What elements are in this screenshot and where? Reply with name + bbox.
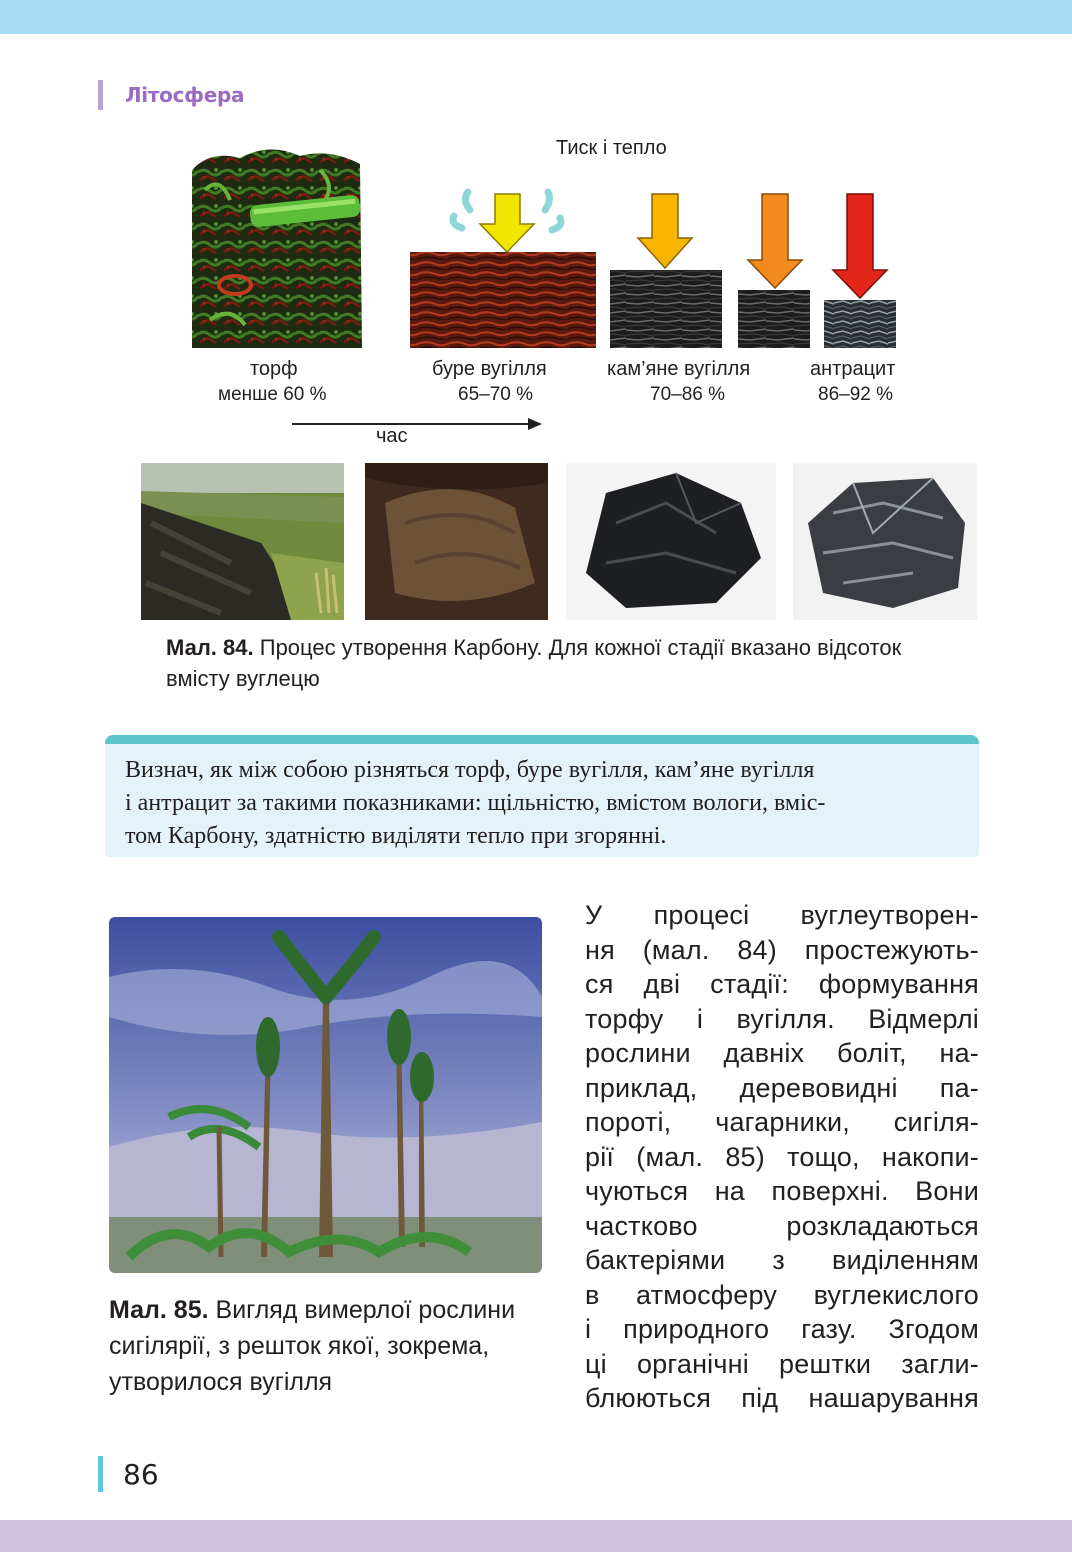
body-line: приклад, деревовидні па- bbox=[585, 1072, 979, 1103]
stage-hard-coal-name: кам’яне вугілля bbox=[607, 358, 751, 380]
stage-peat-carbon: менше 60 % bbox=[218, 384, 327, 405]
section-header bbox=[98, 80, 244, 110]
body-line: У процесі вуглеутворен- bbox=[585, 900, 979, 930]
diagram-illustration bbox=[150, 130, 950, 460]
stage-brown-coal-carbon: 65–70 % bbox=[458, 384, 534, 405]
body-line: блюються під нашарування bbox=[585, 1383, 979, 1413]
hard-coal-photo bbox=[566, 463, 776, 620]
body-line: ся дві стадії: формування bbox=[585, 969, 979, 999]
body-line: рії (мал. 85) тощо, накопи- bbox=[585, 1141, 979, 1172]
body-line: пороті, чагарники, сигіля- bbox=[585, 1107, 979, 1137]
body-line: частково розкладаються bbox=[585, 1210, 979, 1241]
top-color-band bbox=[0, 0, 1072, 34]
footer-marker bbox=[98, 1456, 103, 1492]
compressed-coal-block bbox=[738, 290, 810, 348]
figure-85-caption bbox=[109, 1292, 549, 1400]
anthracite-block bbox=[824, 300, 896, 348]
peat-block bbox=[192, 149, 362, 348]
pressure-arrow-2 bbox=[638, 194, 692, 268]
page-footer bbox=[98, 1456, 159, 1492]
body-line: ці органічні рештки загли- bbox=[585, 1348, 979, 1379]
body-line: в атмосферу вуглекислого bbox=[585, 1279, 979, 1310]
figure-84-text: Процес утворення Карбону. Для кожної стадії вказано відсоток вмісту вуглецю bbox=[166, 635, 902, 691]
hard-coal-block bbox=[610, 270, 722, 348]
sigillaria-illustration bbox=[109, 917, 542, 1273]
task-text bbox=[125, 754, 960, 853]
anthracite-photo bbox=[793, 463, 977, 620]
stage-brown-coal-name: буре вугілля bbox=[432, 358, 547, 380]
figure-84-label: Мал. 84. bbox=[166, 635, 254, 660]
task-line: том Карбону, здатністю виділяти тепло при згорянні. bbox=[125, 823, 667, 849]
body-line: ня (мал. 84) простежують- bbox=[585, 934, 979, 965]
pressure-label: Тиск і тепло bbox=[556, 137, 667, 159]
task-line: і антрацит за такими показниками: щільністю, вмістом вологи, вміс- bbox=[125, 790, 826, 816]
body-line: і природного газу. Згодом bbox=[585, 1314, 979, 1344]
task-box bbox=[105, 735, 979, 857]
section-marker bbox=[98, 80, 103, 110]
body-line: торфу і вугілля. Відмерлі bbox=[585, 1003, 979, 1034]
stage-peat-name: торф bbox=[250, 358, 298, 380]
page-number: 86 bbox=[123, 1457, 159, 1491]
time-arrow bbox=[292, 418, 542, 430]
brown-coal-photo bbox=[365, 463, 548, 620]
stage-hard-coal-carbon: 70–86 % bbox=[650, 384, 726, 405]
stage-anthracite-carbon: 86–92 % bbox=[818, 384, 894, 405]
body-line: чуються на поверхні. Вони bbox=[585, 1176, 979, 1206]
task-line: Визнач, як між собою різняться торф, буре вугілля, кам’яне вугілля bbox=[125, 757, 815, 783]
body-line: бактеріями з виділенням bbox=[585, 1245, 979, 1275]
figure-85-text: Вигляд вимерлої рослини сигілярії, з решток якої, зокрема, утворилося вугілля bbox=[109, 1296, 516, 1396]
figure-84-caption bbox=[166, 632, 966, 694]
section-title: Літосфера bbox=[125, 83, 245, 107]
pressure-arrow-3 bbox=[748, 194, 802, 288]
peat-photo bbox=[141, 463, 344, 620]
stage-anthracite-name: антрацит bbox=[810, 358, 896, 380]
figure-85-label: Мал. 85. bbox=[109, 1296, 209, 1324]
body-line: рослини давніх боліт, на- bbox=[585, 1038, 979, 1068]
pressure-arrow-4 bbox=[833, 194, 887, 298]
coal-formation-diagram bbox=[150, 130, 950, 460]
pressure-arrow-1 bbox=[480, 194, 534, 252]
time-label: час bbox=[376, 425, 408, 447]
bottom-color-band bbox=[0, 1520, 1072, 1552]
body-paragraph bbox=[585, 898, 979, 1416]
